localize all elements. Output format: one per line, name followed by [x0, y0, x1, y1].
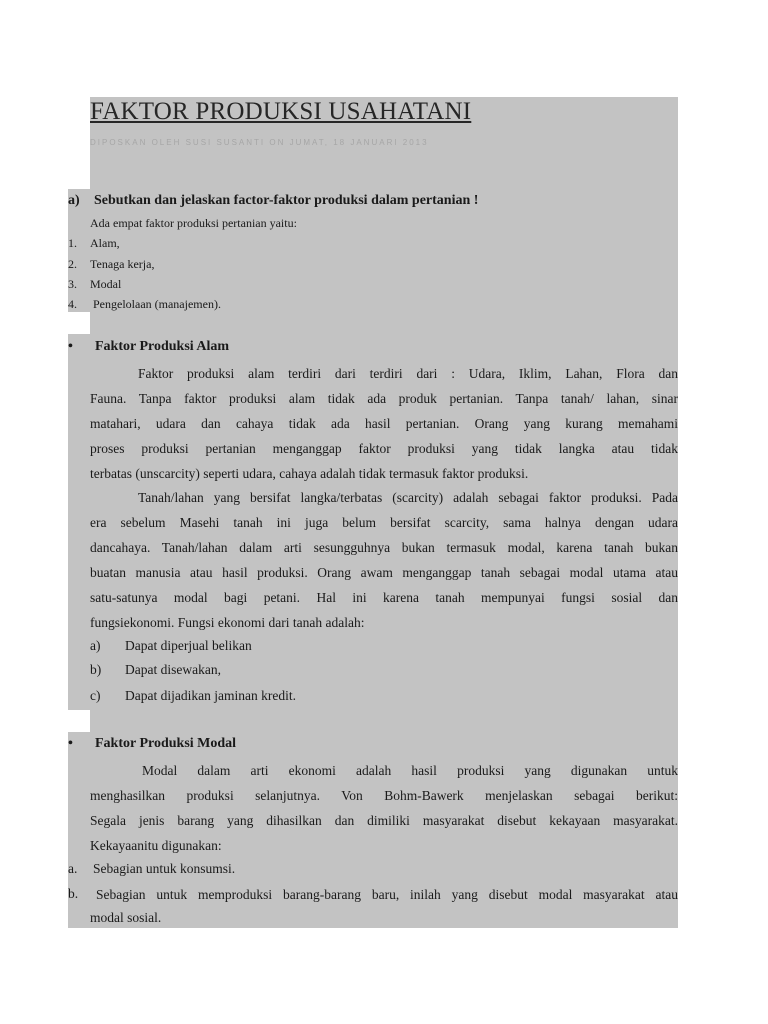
- paragraph-line: Kekayaanitu digunakan:: [90, 838, 222, 853]
- paragraph-line: Fauna. Tanpa faktor produksi alam tidak ada produk pertanian. Tanpa tanah/ lahan, sinar: [90, 391, 678, 406]
- bullet-icon: •: [68, 339, 73, 354]
- page-title: FAKTOR PRODUKSI USAHATANI: [90, 98, 472, 125]
- list-item: Tenaga kerja,: [90, 257, 155, 271]
- sublist-marker: c): [90, 688, 101, 703]
- paragraph-line: dancahaya. Tanah/lahan dalam arti sesungguhnya bukan termasuk modal, karena tanah bukan: [90, 540, 678, 555]
- sublist-marker: a): [90, 638, 101, 653]
- highlight-block-list-tail: [90, 312, 678, 334]
- list-item: Alam,: [90, 236, 120, 250]
- section-heading-alam: Faktor Produksi Alam: [95, 339, 230, 354]
- paragraph-line: fungsiekonomi. Fungsi ekonomi dari tanah adalah:: [90, 615, 365, 630]
- sublist-marker: b.: [68, 886, 79, 901]
- list-intro: Ada empat faktor produksi pertanian yaitu:: [90, 216, 297, 230]
- list-number: 4.: [68, 297, 77, 311]
- paragraph-line: modal sosial.: [90, 910, 162, 925]
- paragraph-line: Tanah/lahan yang bersifat langka/terbatas (scarcity) adalah sebagai faktor produksi. Pada: [138, 490, 678, 505]
- sublist-item: Dapat dijadikan jaminan kredit.: [125, 688, 296, 703]
- paragraph-line: Faktor produksi alam terdiri dari terdiri dari : Udara, Iklim, Lahan, Flora dan: [138, 366, 678, 381]
- list-item: Modal: [90, 277, 122, 291]
- list-number: 3.: [68, 277, 77, 291]
- paragraph-line: Modal dalam arti ekonomi adalah hasil produksi yang digunakan untuk: [142, 763, 678, 778]
- paragraph-line: era sebelum Masehi tanah ini juga belum bersifat scarcity, sama halnya dengan udara: [90, 515, 678, 530]
- sublist-item: Sebagian untuk konsumsi.: [93, 861, 236, 876]
- list-number: 2.: [68, 257, 77, 271]
- sublist-item: Sebagian untuk memproduksi barang-barang baru, inilah yang disebut modal masyarakat atau: [96, 887, 678, 902]
- paragraph-line: Segala jenis barang yang dihasilkan dan dimiliki masyarakat disebut kekayaan masyarakat.: [90, 813, 678, 828]
- paragraph-line: satu-satunya modal bagi petani. Hal ini karena tanah mempunyai fungsi sosial dan: [90, 590, 678, 605]
- sublist-item: Dapat diperjual belikan: [125, 638, 252, 653]
- list-number: 1.: [68, 236, 77, 250]
- question-marker: a): [68, 193, 80, 208]
- paragraph-line: matahari, udara dan cahaya tidak ada hasil pertanian. Orang yang kurang memahami: [90, 416, 678, 431]
- paragraph-line: menghasilkan produksi selanjutnya. Von Bohm-Bawerk menjelaskan sebagai berikut:: [90, 788, 678, 803]
- question-text: Sebutkan dan jelaskan factor-faktor produksi dalam pertanian !: [94, 193, 479, 208]
- list-item: Pengelolaan (manajemen).: [93, 297, 221, 311]
- sublist-marker: a.: [68, 861, 78, 876]
- section-heading-modal: Faktor Produksi Modal: [95, 736, 237, 751]
- highlight-block-gap: [90, 710, 678, 732]
- paragraph-line: buatan manusia atau hasil produksi. Orang awam menganggap tanah sebagai modal utama atau: [90, 565, 678, 580]
- post-byline: DIPOSKAN OLEH SUSI SUSANTI ON JUMAT, 18 JANUARI 2013: [90, 138, 429, 147]
- sublist-marker: b): [90, 662, 102, 677]
- sublist-item: Dapat disewakan,: [125, 662, 221, 677]
- bullet-icon: •: [68, 736, 73, 751]
- paragraph-line: proses produksi pertanian menganggap faktor produksi yang tidak langka atau tidak: [90, 441, 678, 456]
- paragraph-line: terbatas (unscarcity) seperti udara, cahaya adalah tidak termasuk faktor produksi.: [90, 466, 529, 481]
